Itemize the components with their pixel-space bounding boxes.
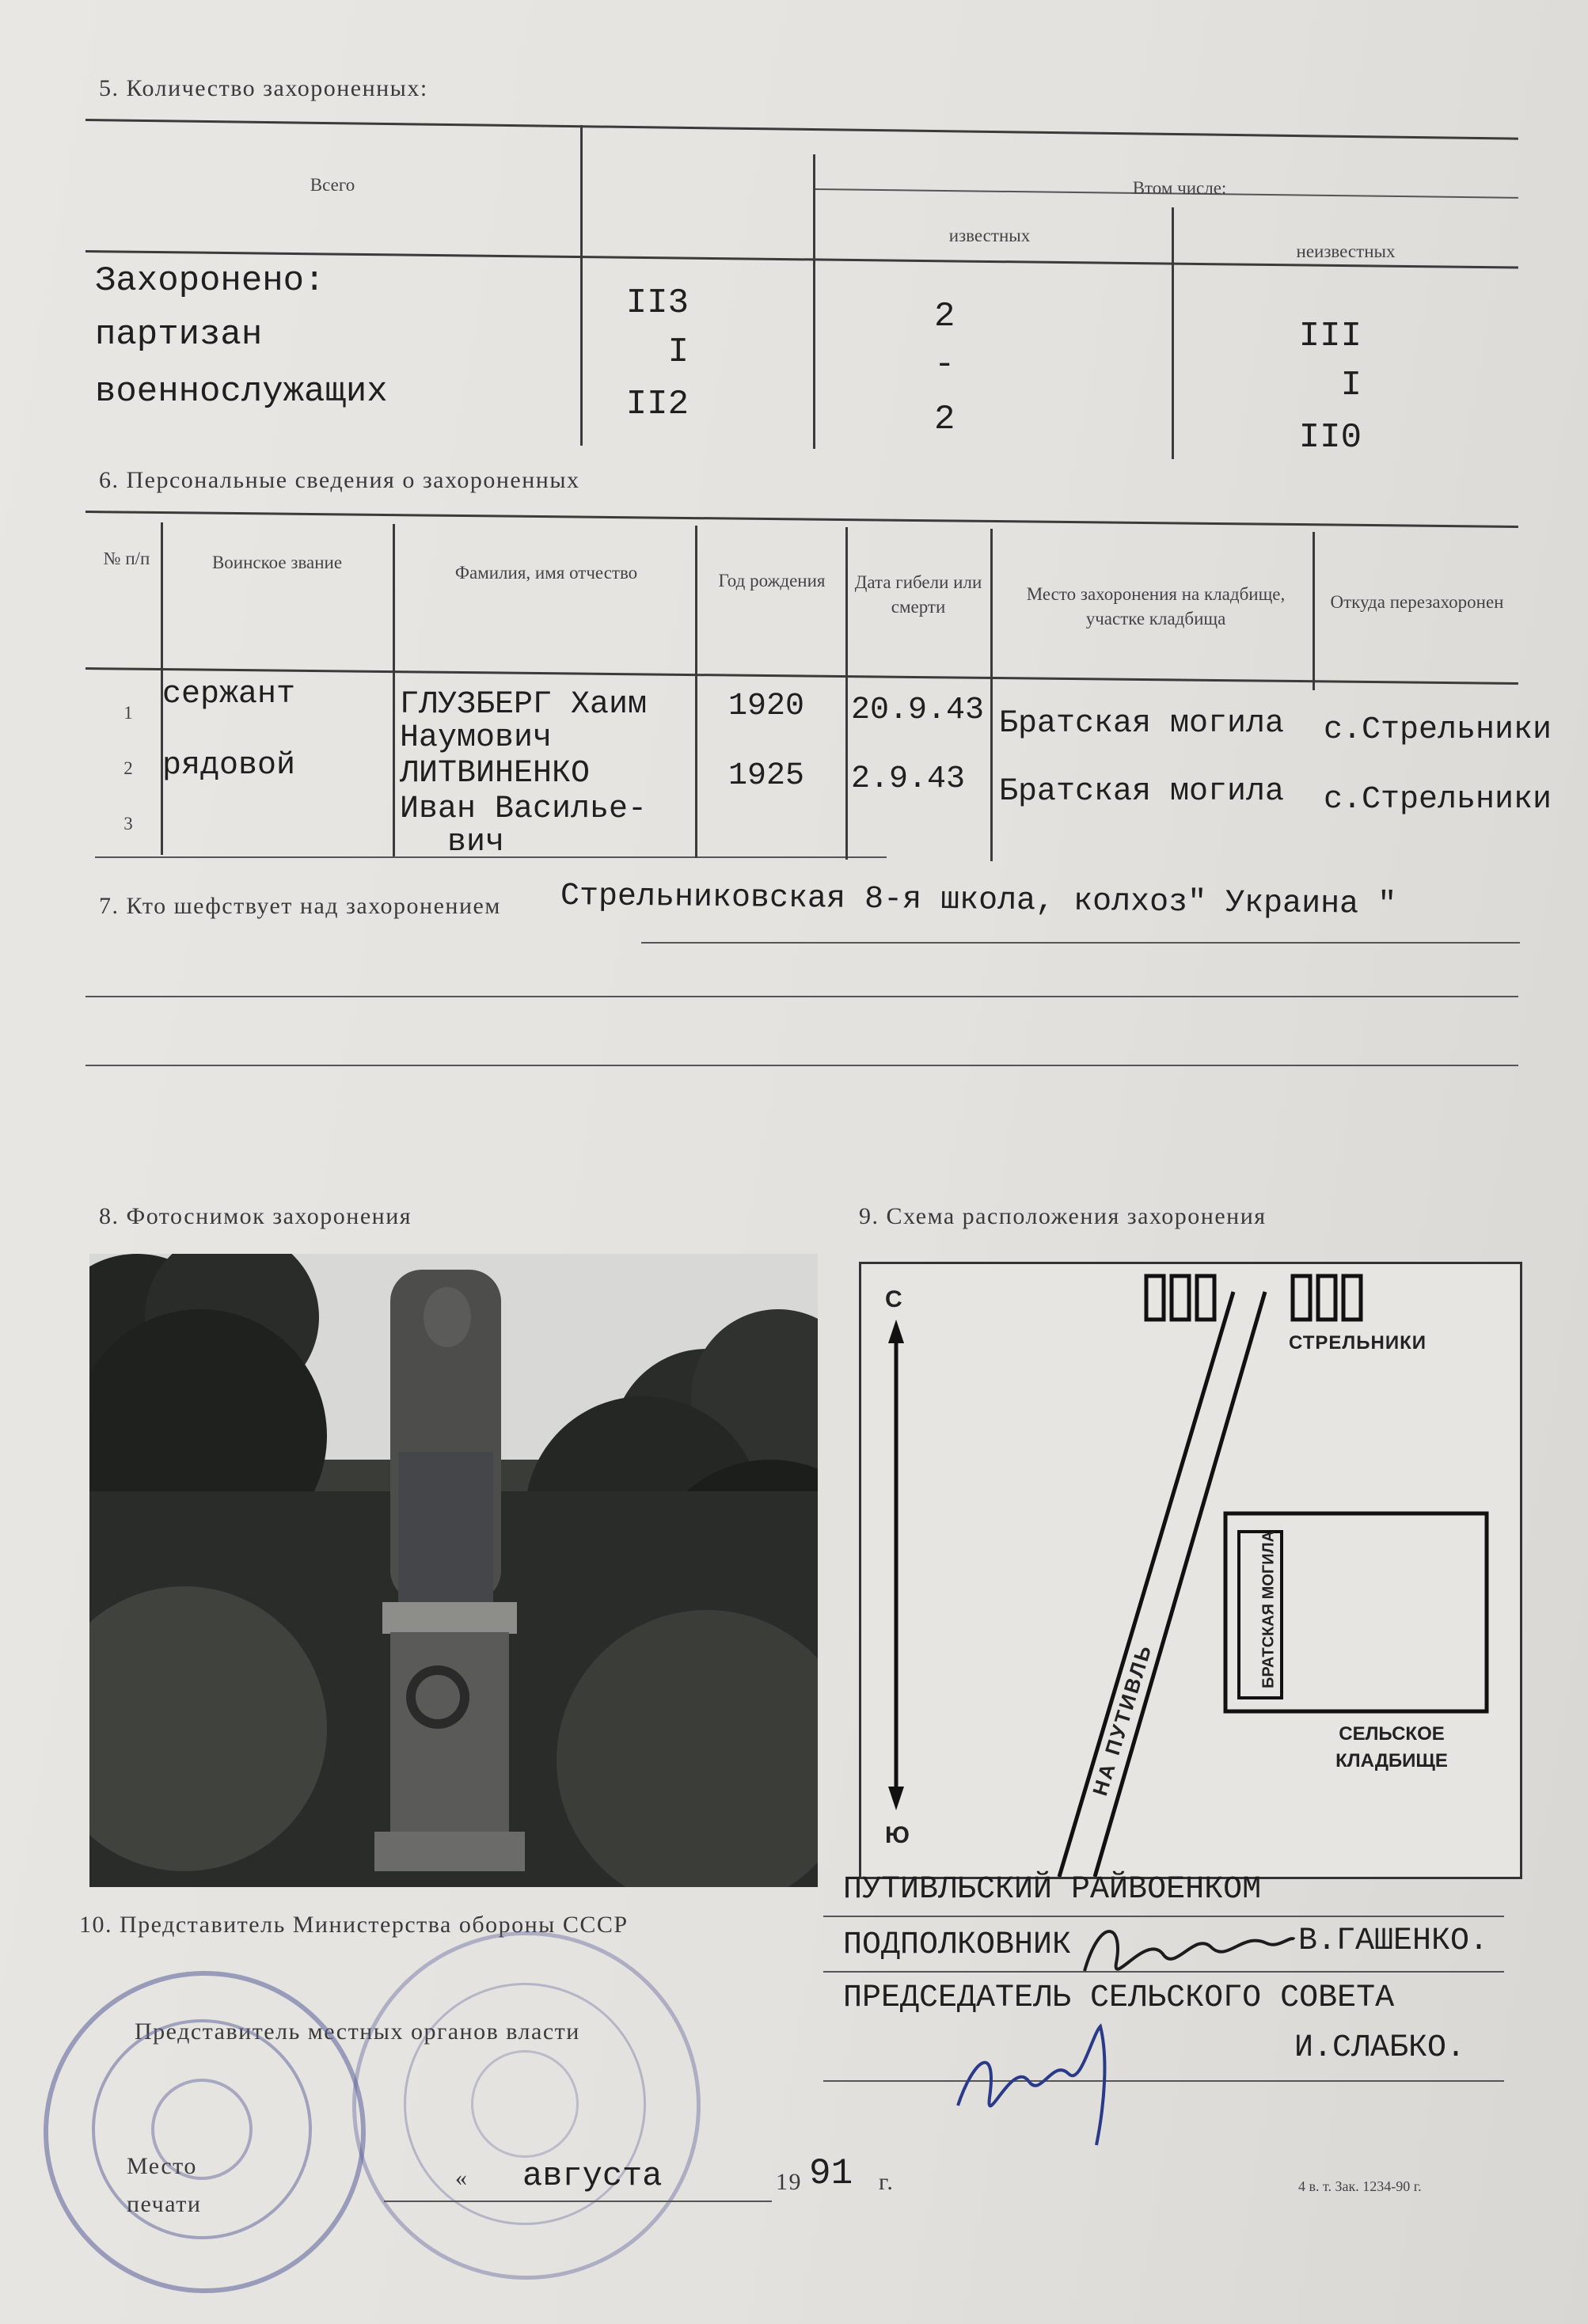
- date-year-prefix: 19: [776, 2169, 802, 2195]
- row5-total-2: I: [667, 332, 689, 372]
- entry1-death: 20.9.43: [851, 693, 985, 728]
- table5-col-divider-1: [580, 125, 583, 446]
- header-unknown: неизвестных: [1296, 241, 1396, 261]
- typed-chairman-name: И.СЛАБКО.: [1294, 2030, 1466, 2066]
- row5-unknown-3: II0: [1298, 418, 1362, 458]
- row5-label-2: партизан: [95, 315, 263, 355]
- table6-col-2: [393, 524, 395, 856]
- row-number-1: 1: [123, 703, 133, 723]
- section5-title: 5. Количество захороненных:: [99, 75, 428, 101]
- row5-unknown-1: III: [1298, 317, 1362, 356]
- burial-photo-image: [89, 1254, 818, 1887]
- seal-place-line2: печати: [127, 2191, 202, 2217]
- location-scheme: [859, 1262, 1522, 1879]
- entry1-from: с.Стрельники: [1324, 712, 1552, 748]
- table6-col-3: [695, 526, 697, 858]
- entry2-from: с.Стрельники: [1324, 782, 1552, 818]
- table5-top-line: [85, 119, 1518, 140]
- entry2-name-line2: Иван Василье-: [400, 792, 648, 827]
- road-label: НА ПУТИВЛЬ: [1088, 1640, 1157, 1799]
- header-known: известных: [948, 226, 1031, 245]
- commissar-signature: [1077, 1900, 1298, 2018]
- signature-line-3: [823, 2080, 1504, 2082]
- north-label: С: [885, 1286, 902, 1312]
- header-from: Откуда перезахоронен: [1330, 592, 1504, 612]
- row5-total-3: II2: [625, 385, 689, 424]
- south-label: Ю: [885, 1822, 910, 1848]
- date-line: [384, 2201, 772, 2202]
- typed-chairman: ПРЕДСЕДАТЕЛЬ СЕЛЬСКОГО СОВЕТА: [843, 1980, 1395, 2016]
- row5-label-3: военнослужащих: [95, 372, 388, 412]
- entry2-birth: 1925: [728, 758, 805, 794]
- header-including: Втом числе:: [1132, 178, 1227, 198]
- header-total: Всего: [310, 175, 355, 195]
- section7-value: Стрельниковская 8-я школа, колхоз" Украина ": [560, 879, 1397, 924]
- row-number-3: 3: [123, 814, 133, 834]
- section9-title: 9. Схема расположения захоронения: [859, 1203, 1267, 1229]
- entry1-birth: 1920: [728, 689, 805, 724]
- grave-label: БРАТСКАЯ МОГИЛА: [1259, 1530, 1278, 1689]
- entry1-place: Братская могила: [999, 706, 1285, 742]
- header-name: Фамилия, имя отчество: [454, 563, 638, 583]
- header-rank: Воинское звание: [211, 553, 343, 572]
- table5-col-divider-2: [813, 154, 815, 449]
- row-number-2: 2: [123, 758, 133, 778]
- entry2-place: Братская могила: [999, 774, 1285, 810]
- cemetery-label-line1: СЕЛЬСКОЕ: [1339, 1723, 1445, 1745]
- stamp-right: [352, 1931, 701, 2280]
- stamp-left: [44, 1971, 366, 2293]
- header-num: № п/п: [103, 549, 150, 568]
- printer-mark: 4 в. т. Зак. 1234-90 г.: [1298, 2178, 1422, 2194]
- table5-col-divider-3: [1172, 207, 1174, 459]
- section8-title: 8. Фотоснимок захоронения: [99, 1203, 412, 1229]
- table6-header-line: [85, 667, 1518, 685]
- row5-total-1: II3: [625, 283, 689, 323]
- stamp-right-emblem: [471, 2050, 579, 2158]
- typed-rank: ПОДПОЛКОВНИК: [843, 1927, 1072, 1963]
- header-birth: Год рождения: [718, 571, 826, 590]
- section7-line-2: [85, 996, 1518, 997]
- entry1-rank: сержант: [162, 677, 296, 712]
- section10-title: 10. Представитель Министерства обороны СССР: [79, 1912, 629, 1938]
- entry2-name-line3: вич: [447, 825, 505, 860]
- chairman-signature: [942, 2011, 1148, 2153]
- date-month: августа: [522, 2157, 663, 2195]
- section6-title: 6. Персональные сведения о захороненных: [99, 467, 580, 493]
- village-label: СТРЕЛЬНИКИ: [1289, 1332, 1427, 1354]
- row5-known-3: 2: [934, 400, 955, 439]
- table6-top-line: [85, 511, 1518, 528]
- date-quote: «: [455, 2165, 469, 2191]
- scheme-drawing: [861, 1264, 1520, 1877]
- seal-place-line1: Место: [127, 2153, 197, 2179]
- table6-col-4: [845, 527, 848, 860]
- row5-unknown-2: I: [1340, 366, 1362, 405]
- section7-line-1: [641, 942, 1520, 944]
- header-place: Место захоронения на кладбище, участке кладбища: [1026, 584, 1286, 629]
- cemetery-label-line2: КЛАДБИЩЕ: [1335, 1750, 1448, 1771]
- row5-label-1: Захоронено:: [95, 261, 325, 301]
- entry1-name-line2: Наумович: [400, 720, 553, 756]
- section7-line-3: [85, 1065, 1518, 1066]
- header-death: Дата гибели или смерти: [854, 572, 982, 617]
- date-year-g: г.: [879, 2169, 895, 2195]
- typed-commissar: ПУТИВЛЬСКИЙ РАЙВОЕНКОМ: [843, 1872, 1262, 1908]
- table6-col-5: [990, 529, 993, 861]
- row5-known-1: 2: [934, 297, 955, 336]
- section7-title: 7. Кто шефствует над захоронением: [99, 893, 501, 919]
- entry1-name-line1: ГЛУЗБЕРГ Хаим: [400, 687, 648, 723]
- burial-photo: [89, 1254, 818, 1887]
- row5-known-2: -: [934, 345, 955, 385]
- entry2-name-line1: ЛИТВИНЕНКО: [400, 756, 591, 792]
- table6-col-6: [1313, 532, 1315, 690]
- date-year-suffix: 91: [809, 2153, 853, 2194]
- typed-commissar-name: В.ГАШЕНКО.: [1298, 1923, 1489, 1959]
- entry2-death: 2.9.43: [851, 761, 966, 797]
- local-authority-title: Представитель местных органов власти: [135, 2018, 580, 2045]
- entry2-rank: рядовой: [162, 748, 296, 784]
